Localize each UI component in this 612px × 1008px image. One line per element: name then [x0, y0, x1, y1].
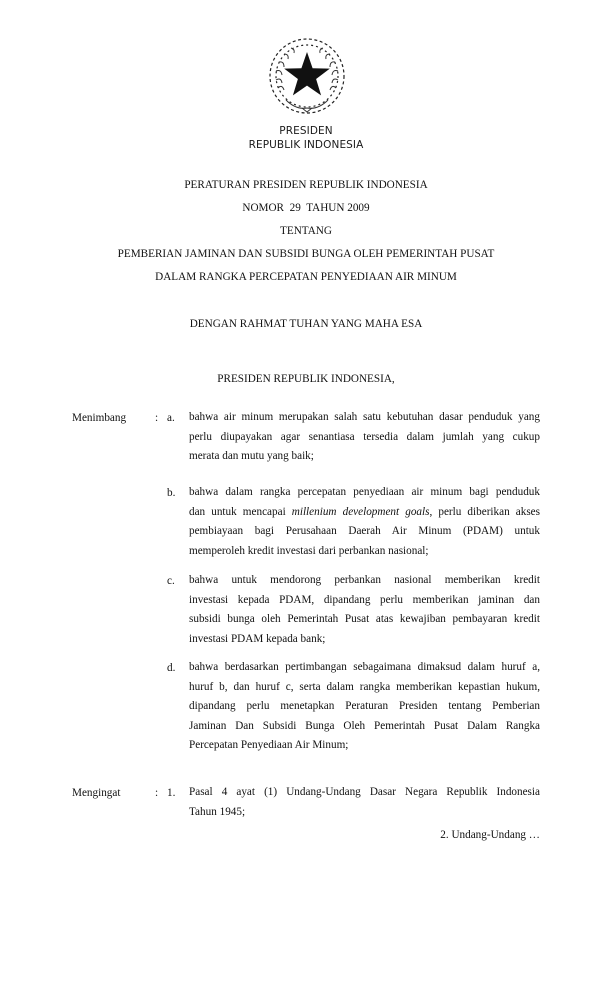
item-line: bahwa untuk mendorong perbankan nasional memberikan kredit	[189, 574, 540, 586]
regulation-about: TENTANG	[280, 225, 332, 237]
item-line-head: dan untuk mencapai	[189, 505, 292, 518]
invocation: DENGAN RAHMAT TUHAN YANG MAHA ESA	[189, 318, 423, 330]
item-marker: a.	[167, 412, 175, 424]
header-republik-indonesia: REPUBLIK INDONESIA	[248, 139, 364, 151]
item-marker: c.	[167, 575, 175, 587]
item-line: bahwa dalam rangka percepatan penyediaan air minum bagi penduduk	[189, 486, 540, 498]
item-line: perlu diupayakan agar senantiasa tersedia dalam jumlah yang cukup	[189, 430, 540, 443]
item-line: Pasal 4 ayat (1) Undang-Undang Dasar Negara Republik Indonesia	[189, 786, 540, 798]
presidential-seal-star-icon	[266, 36, 348, 118]
item-line: memperoleh kredit investasi dari perbankan nasional;	[189, 544, 429, 557]
regulation-number: NOMOR 29 TAHUN 2009	[242, 202, 370, 214]
regulation-title: PERATURAN PRESIDEN REPUBLIK INDONESIA	[184, 179, 428, 191]
item-line: Tahun 1945;	[189, 805, 246, 818]
item-line: bahwa air minum merupakan salah satu kebutuhan dasar penduduk yang	[189, 411, 540, 423]
item-line: Jaminan Dan Subsidi Bunga Oleh Pemerintah Pusat Dalam Rangka	[189, 719, 540, 732]
item-marker: 1.	[167, 787, 176, 799]
item-marker: b.	[167, 487, 176, 499]
italic-term: millenium development goals	[291, 505, 430, 518]
item-line-tail: , perlu diberikan akses	[429, 505, 540, 518]
page-continuation-note: 2. Undang-Undang …	[440, 829, 540, 841]
item-line: Percepatan Penyediaan Air Minum;	[189, 739, 349, 752]
mengingat-colon: :	[155, 787, 159, 799]
menimbang-label: Menimbang	[72, 412, 127, 424]
item-line: pembiayaan bagi Perusahaan Daerah Air Minum (PDAM) untuk	[189, 525, 540, 538]
regulation-subject-line-2: DALAM RANGKA PERCEPATAN PENYEDIAAN AIR MINUM	[155, 271, 457, 283]
item-marker: d.	[167, 662, 176, 674]
regulation-subject-line-1: PEMBERIAN JAMINAN DAN SUBSIDI BUNGA OLEH PEMERINTAH PUSAT	[117, 248, 495, 260]
mengingat-label: Mengingat	[72, 787, 121, 799]
item-line: dipandang perlu menetapkan Peraturan Presiden tentang Pemberian	[189, 700, 540, 713]
menimbang-colon: :	[155, 412, 159, 424]
item-line: bahwa berdasarkan pertimbangan sebagaimana dimaksud dalam huruf a,	[189, 661, 540, 673]
item-line: merata dan mutu yang baik;	[189, 450, 314, 463]
item-line: subsidi bunga oleh Pemerintah Pusat atas kewajiban pembayaran kredit	[189, 613, 540, 626]
header-presiden: PRESIDEN	[279, 125, 333, 137]
item-line: huruf b, dan huruf c, serta dalam rangka memberikan kepastian hukum,	[189, 680, 540, 693]
item-line: investasi kepada PDAM, dipandang perlu memberikan jaminan dan	[189, 593, 540, 606]
issuer: PRESIDEN REPUBLIK INDONESIA,	[217, 373, 395, 385]
item-line-with-italic	[189, 503, 540, 523]
item-line: investasi PDAM kepada bank;	[189, 632, 326, 645]
